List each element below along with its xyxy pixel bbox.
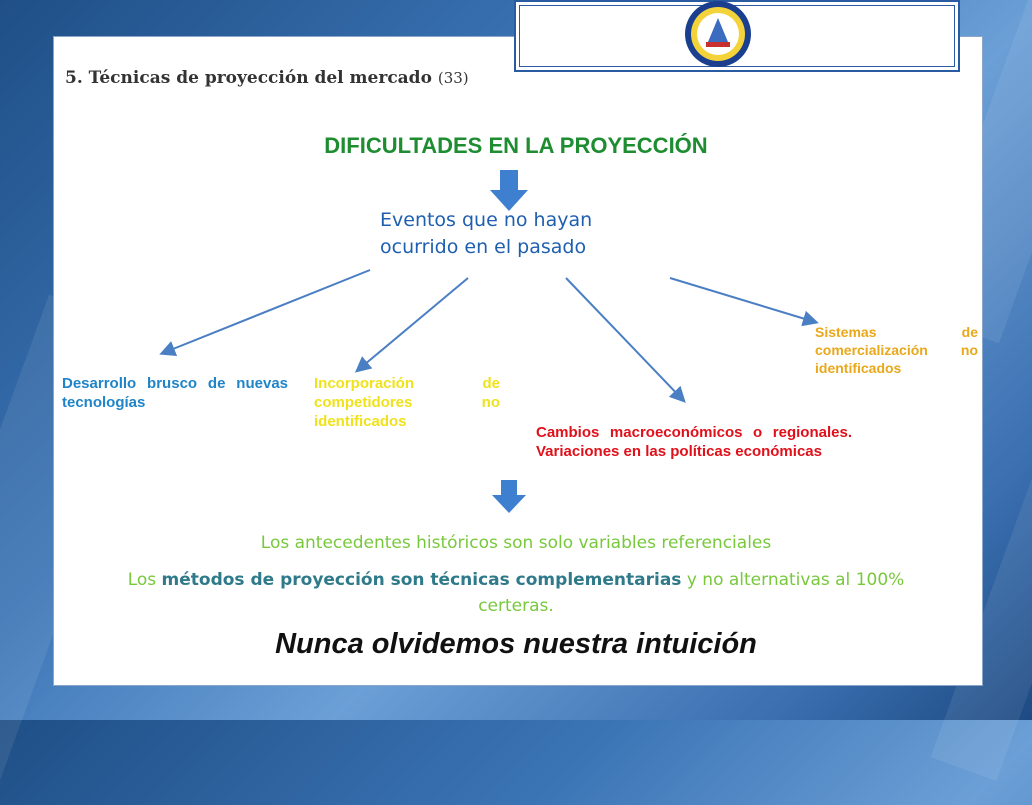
- conclusion-methods: [110, 567, 922, 619]
- conclusion-methods-pre: Los: [127, 570, 162, 590]
- conclusion-methods-post: y no alternativas al 100% certeras.: [478, 570, 905, 616]
- connector-arrow: [358, 278, 468, 370]
- conclusion-historical: Los antecedentes históricos son solo variables referenciales: [260, 533, 772, 553]
- conclusion-methods-emphasis: métodos de proyección son técnicas complementarias: [161, 570, 682, 590]
- center-node-line-1: Eventos que no hayan: [380, 209, 593, 231]
- branch-macroeconomic-changes: Cambios macroeconómicos o regionales. Variaciones en las políticas económicas: [536, 424, 852, 460]
- connector-arrow: [163, 270, 370, 353]
- branch-commercialization-systems: Sistemas de comercialización no identificados: [815, 324, 978, 376]
- center-node-line-2: ocurrido en el pasado: [380, 236, 587, 258]
- down-arrow-icon: [491, 480, 527, 514]
- connector-arrow: [670, 278, 815, 322]
- branch-new-technologies: Desarrollo brusco de nuevas tecnologías: [62, 375, 288, 411]
- branch-competitors: Incorporación de competidores no identificados: [314, 375, 500, 430]
- section-ref: (33): [437, 69, 469, 87]
- section-title: 5. Técnicas de proyección del mercado: [65, 68, 432, 88]
- closing-statement: Nunca olvidemos nuestra intuición: [275, 628, 757, 660]
- diagram-title: DIFICULTADES EN LA PROYECCIÓN: [324, 133, 708, 158]
- connector-arrow: [566, 278, 683, 400]
